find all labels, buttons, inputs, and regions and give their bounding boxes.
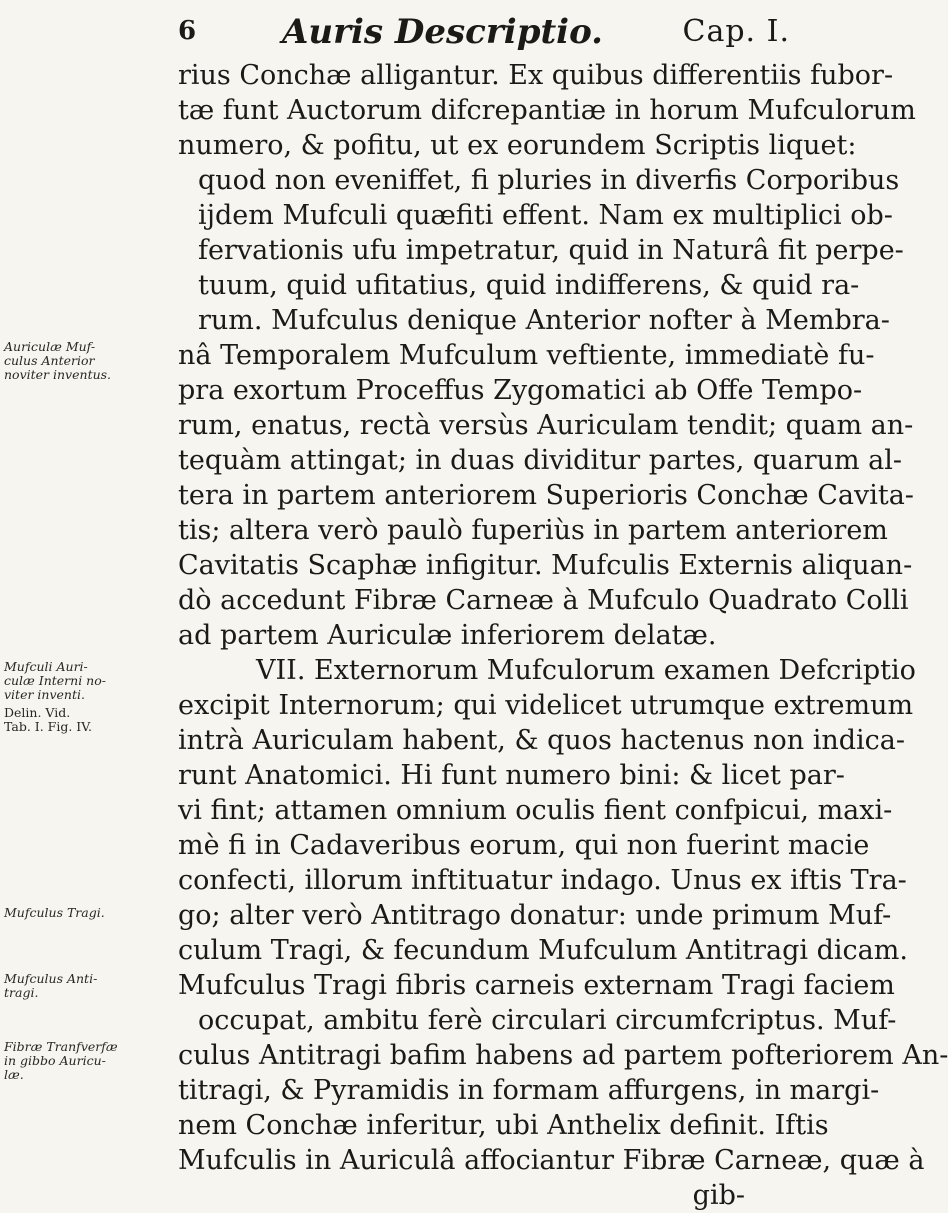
- margin-note-line: Mufculi Auri-: [4, 659, 88, 674]
- text-line: confecti, illorum inftituatur indago. Unus ex iftis Tra-: [178, 865, 907, 896]
- text-line: tis; altera verò paulò fuperiùs in partem anteriorem: [178, 515, 888, 546]
- margin-note-antitragus-muscle: [4, 972, 116, 1000]
- margin-note-figure-reference: [4, 706, 116, 734]
- text-line: rum. Mufculus denique Anterior nofter à Membra-: [198, 305, 890, 336]
- text-line: fervationis ufu impetratur, quid in Naturâ fit perpe-: [198, 235, 904, 266]
- text-line: nâ Temporalem Mufculum veftiente, immediatè fu-: [178, 340, 875, 371]
- main-text: [178, 58, 948, 1213]
- margin-note-line: læ.: [4, 1067, 24, 1082]
- margin-note-line: viter inventi.: [4, 687, 85, 702]
- text-line: titragi, & Pyramidis in formam affurgens, in margi-: [178, 1075, 880, 1106]
- text-line: occupat, ambitu ferè circulari circumfcriptus. Muf-: [198, 1005, 897, 1036]
- margin-note-anterior-muscle: [4, 340, 116, 382]
- text-line: Mufculis in Auriculâ affociantur Fibræ Carneæ, quæ à: [178, 1145, 925, 1176]
- margin-note-line: culæ Interni no-: [4, 673, 106, 688]
- text-line: tera in partem anteriorem Superioris Conchæ Cavita-: [178, 480, 914, 511]
- page-header: [178, 12, 790, 56]
- text-line: culus Antitragi bafim habens ad partem pofteriorem An-: [178, 1040, 948, 1071]
- margin-note-line: Fibræ Tranfverfæ: [4, 1039, 118, 1054]
- margin-note-line: Tab. I. Fig. IV.: [4, 719, 93, 734]
- margin-note-line: noviter inventus.: [4, 367, 112, 382]
- text-line: dò accedunt Fibræ Carneæ à Mufculo Quadrato Colli: [178, 585, 909, 616]
- text-line: nem Conchæ inferitur, ubi Anthelix definit. Iftis: [178, 1110, 829, 1141]
- section-heading-line: VII. Externorum Mufculorum examen Defcriptio: [256, 655, 916, 686]
- text-line: numero, & pofitu, ut ex eorundem Scriptis liquet:: [178, 130, 857, 161]
- margin-note-line: Auriculæ Muf-: [4, 339, 96, 354]
- margin-note-line: in gibbo Auricu-: [4, 1053, 106, 1068]
- text-line: excipit Internorum; qui videlicet utrumque extremum: [178, 690, 914, 721]
- margin-note-line: Delin. Vid.: [4, 705, 71, 720]
- margin-note-line: tragi.: [4, 985, 39, 1000]
- text-line: vi fint; attamen omnium oculis fient confpicui, maxi-: [178, 795, 893, 826]
- text-line: go; alter verò Antitrago donatur: unde primum Muf-: [178, 900, 892, 931]
- text-line: tequàm attingat; in duas dividitur partes, quarum al-: [178, 445, 903, 476]
- margin-note-line: culus Anterior: [4, 353, 95, 368]
- text-line: Mufculus Tragi fibris carneis externam Tragi faciem: [178, 970, 895, 1001]
- text-line: rius Conchæ alligantur. Ex quibus differentiis fubor-: [178, 60, 894, 91]
- running-title: Auris Descriptio.: [282, 12, 604, 52]
- text-line: ad partem Auriculæ inferiorem delatæ.: [178, 620, 717, 651]
- margin-note-tragus-muscle: [4, 906, 116, 920]
- text-line: quod non eveniffet, fi pluries in diverfis Corporibus: [198, 165, 900, 196]
- text-line: Cavitatis Scaphæ infigitur. Mufculis Externis aliquan-: [178, 550, 913, 581]
- catchword: gib-: [692, 1180, 745, 1211]
- chapter-label: Cap. I.: [682, 14, 790, 49]
- text-line: runt Anatomici. Hi funt numero bini: & licet par-: [178, 760, 845, 791]
- margin-note-line: Mufculus Anti-: [4, 971, 98, 986]
- text-line: tuum, quid ufitatius, quid indifferens, & quid ra-: [198, 270, 860, 301]
- margin-note-line: Mufculus Tragi.: [4, 905, 105, 920]
- text-line: rum, enatus, rectà versùs Auriculam tendit; quam an-: [178, 410, 914, 441]
- margin-note-transverse-fibres: [4, 1040, 116, 1082]
- text-line: mè fi in Cadaveribus eorum, qui non fuerint macie: [178, 830, 870, 861]
- page-number: 6: [178, 16, 197, 46]
- text-line: tæ funt Auctorum difcrepantiæ in horum Mufculorum: [178, 95, 916, 126]
- text-line: intrà Auriculam habent, & quos hactenus non indica-: [178, 725, 906, 756]
- text-line: culum Tragi, & fecundum Mufculum Antitragi dicam.: [178, 935, 908, 966]
- text-line: pra exortum Proceffus Zygomatici ab Offe Tempo-: [178, 375, 863, 406]
- text-line: ijdem Mufculi quæfiti effent. Nam ex multiplici ob-: [198, 200, 893, 231]
- margin-note-internal-muscles: [4, 660, 116, 702]
